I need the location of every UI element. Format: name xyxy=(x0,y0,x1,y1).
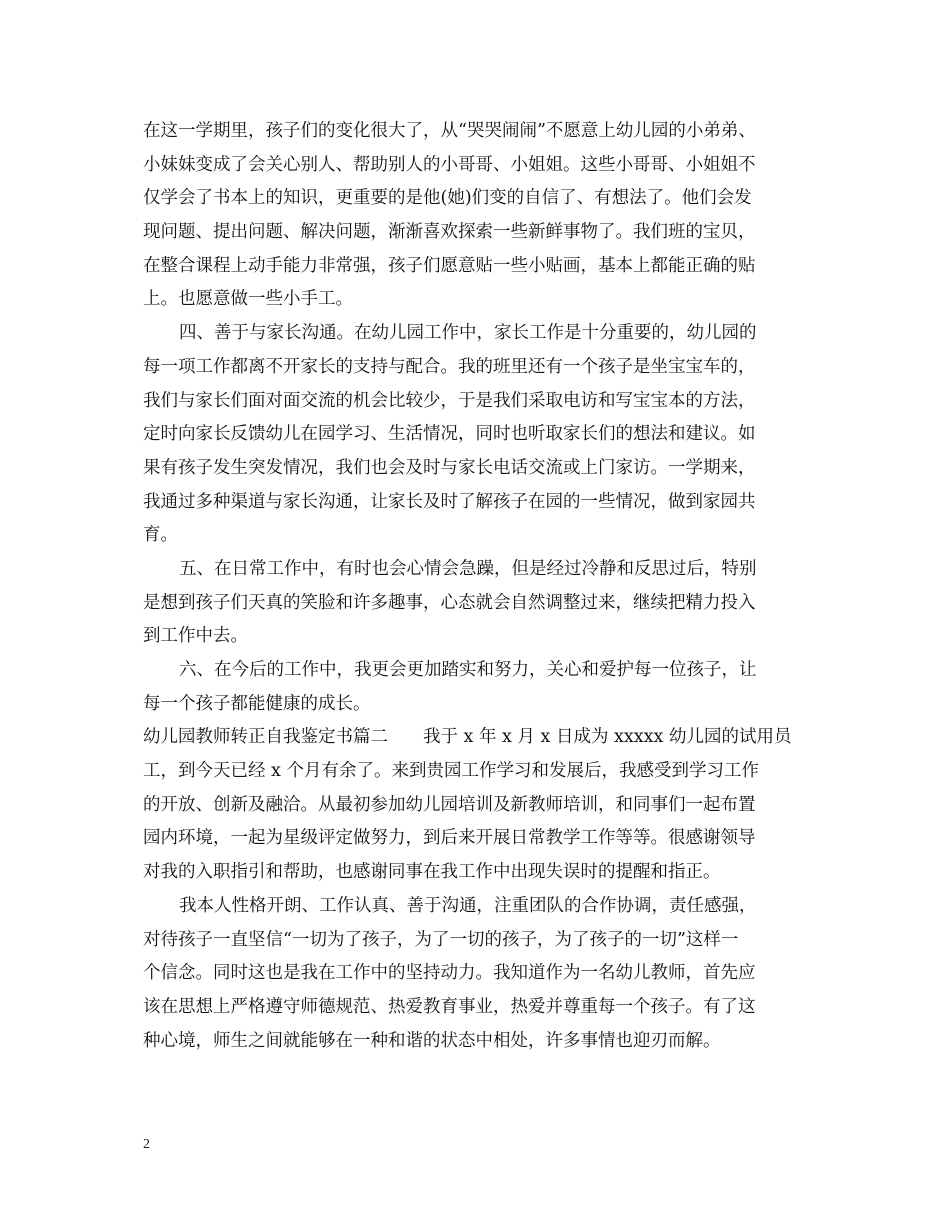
text-line: 个信念。同时这也是我在工作中的坚持动力。我知道作为一名幼儿教师，首先应 xyxy=(143,963,756,984)
text-line: 园内环境，一起为星级评定做努力，到后来开展日常教学工作等等。很感谢领导 xyxy=(143,828,756,849)
text-line: 育。 xyxy=(143,525,178,546)
text-line: 在这一学期里，孩子们的变化很大了，从“哭哭闹闹”不愿意上幼儿园的小弟弟、 xyxy=(143,121,756,141)
text-line: 的开放、创新及融洽。从最初参加幼儿园培训及新教师培训，和同事们一起布置 xyxy=(143,794,756,815)
text-line: 四、善于与家长沟通。在幼儿园工作中，家长工作是十分重要的，幼儿园的 xyxy=(179,323,757,344)
text-line: 仅学会了书本上的知识，更重要的是他(她)们变的自信了、有想法了。他们会发 xyxy=(143,188,752,209)
text-line: 定时向家长反馈幼儿在园学习、生活情况，同时也听取家长们的想法和建议。如 xyxy=(143,424,756,445)
text-line: 到工作中去。 xyxy=(143,626,248,647)
text-line: 对待孩子一直坚信“一切为了孩子，为了一切的孩子，为了孩子的一切”这样一 xyxy=(143,929,739,950)
text-line: 我通过多种渠道与家长沟通，让家长及时了解孩子在园的一些情况，做到家园共 xyxy=(143,491,756,512)
text-line: 上。也愿意做一些小手工。 xyxy=(143,289,353,310)
text-line: 我本人性格开朗、工作认真、善于沟通，注重团队的合作协调，责任感强， xyxy=(179,895,757,916)
text-line: 对我的入职指引和帮助，也感谢同事在我工作中出现失误时的提醒和指正。 xyxy=(143,862,721,883)
text-line: 工，到今天已经 x 个月有余了。来到贵园工作学习和发展后，我感受到学习工作 xyxy=(143,761,759,782)
text-line: 小妹妹变成了会关心别人、帮助别人的小哥哥、小姐姐。这些小哥哥、小姐姐不 xyxy=(143,154,756,175)
text-line: 该在思想上严格遵守师德规范、热爱教育事业，热爱并尊重每一个孩子。有了这 xyxy=(143,996,756,1017)
text-line: 六、在今后的工作中，我更会更加踏实和努力，关心和爱护每一位孩子，让 xyxy=(179,660,757,680)
text-line: 我们与家长们面对面交流的机会比较少，于是我们采取电访和写宝宝本的方法， xyxy=(143,390,756,411)
text-line: 果有孩子发生突发情况，我们也会及时与家长电话交流或上门家访。一学期来， xyxy=(143,457,756,478)
text-line: 现问题、提出问题、解决问题，渐渐喜欢探索一些新鲜事物了。我们班的宝贝， xyxy=(143,222,756,243)
document-body xyxy=(143,115,815,1058)
page-number: 2 xyxy=(143,1137,150,1152)
text-line: 每一个孩子都能健康的成长。 xyxy=(143,693,371,714)
text-line: 幼儿园教师转正自我鉴定书篇二 我于 x 年 x 月 x 日成为 xxxxx 幼儿园的试用员 xyxy=(143,727,792,748)
text-line: 五、在日常工作中，有时也会心情会急躁，但是经过冷静和反思过后，特别 xyxy=(179,558,757,579)
text-line: 种心境，师生之间就能够在一种和谐的状态中相处，许多事情也迎刃而解。 xyxy=(143,1030,721,1051)
text-line: 每一项工作都离不开家长的支持与配合。我的班里还有一个孩子是坐宝宝车的， xyxy=(143,356,756,377)
text-line: 是想到孩子们天真的笑脸和许多趣事，心态就会自然调整过来，继续把精力投入 xyxy=(143,592,756,613)
text-line: 在整合课程上动手能力非常强，孩子们愿意贴一些小贴画，基本上都能正确的贴 xyxy=(143,255,756,276)
